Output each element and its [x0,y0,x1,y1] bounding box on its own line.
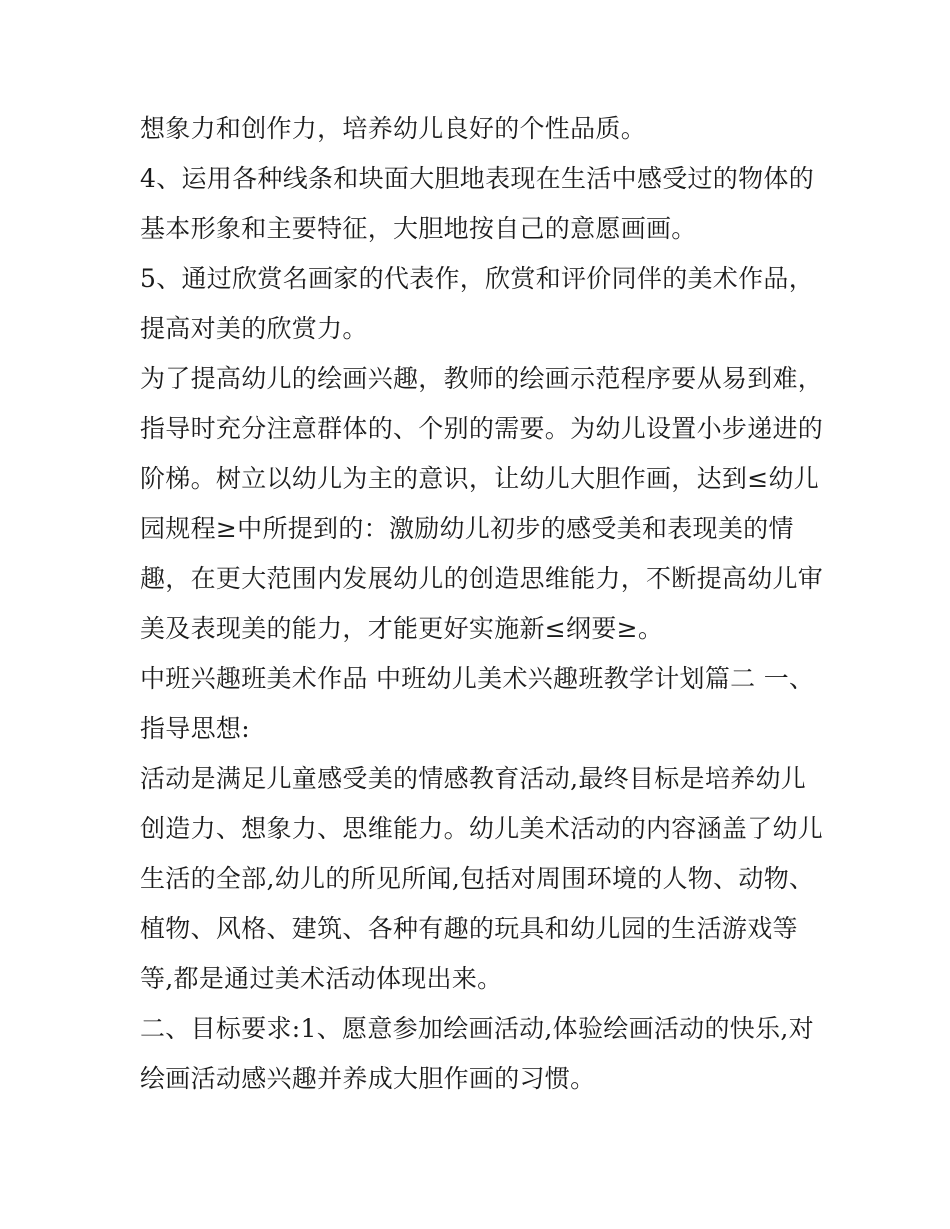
document-body [140,104,830,1104]
text-line: 4、运用各种线条和块面大胆地表现在生活中感受过的物体的 [140,164,815,193]
text-line: 生活的全部,幼儿的所见所闻,包括对周围环境的人物、动物、 [140,864,815,893]
text-line: 趣，在更大范围内发展幼儿的创造思维能力，不断提高幼儿审 [140,564,824,593]
text-line: 等,都是通过美术活动体现出来。 [140,964,503,993]
text-line: 阶梯。树立以幼儿为主的意识，让幼儿大胆作画，达到≤幼儿 [140,464,820,493]
text-line: 绘画活动感兴趣并养成大胆作画的习惯。 [140,1064,596,1093]
text-line: 植物、风格、建筑、各种有趣的玩具和幼儿园的生活游戏等 [140,914,798,943]
text-line: 园规程≥中所提到的：激励幼儿初步的感受美和表现美的情 [140,514,794,543]
text-line: 想象力和创作力，培养幼儿良好的个性品质。 [140,114,647,143]
text-line: 美及表现美的能力，才能更好实施新≤纲要≥。 [140,614,664,643]
text-line: 为了提高幼儿的绘画兴趣，教师的绘画示范程序要从易到难， [140,364,824,393]
text-line: 指导时充分注意群体的、个别的需要。为幼儿设置小步递进的 [140,414,824,443]
text-line: 创造力、想象力、思维能力。幼儿美术活动的内容涵盖了幼儿 [140,814,824,843]
text-line: 5、通过欣赏名画家的代表作，欣赏和评价同伴的美术作品， [140,264,815,293]
text-line: 基本形象和主要特征，大胆地按自己的意愿画画。 [140,214,697,243]
text-line: 二、目标要求:1、愿意参加绘画活动,体验绘画活动的快乐,对 [140,1014,814,1043]
text-line: 指导思想: [140,714,250,743]
text-line: 活动是满足儿童感受美的情感教育活动,最终目标是培养幼儿 [140,764,807,793]
text-line: 中班兴趣班美术作品 中班幼儿美术兴趣班教学计划篇二 一、 [140,664,815,693]
text-line: 提高对美的欣赏力。 [140,314,368,343]
